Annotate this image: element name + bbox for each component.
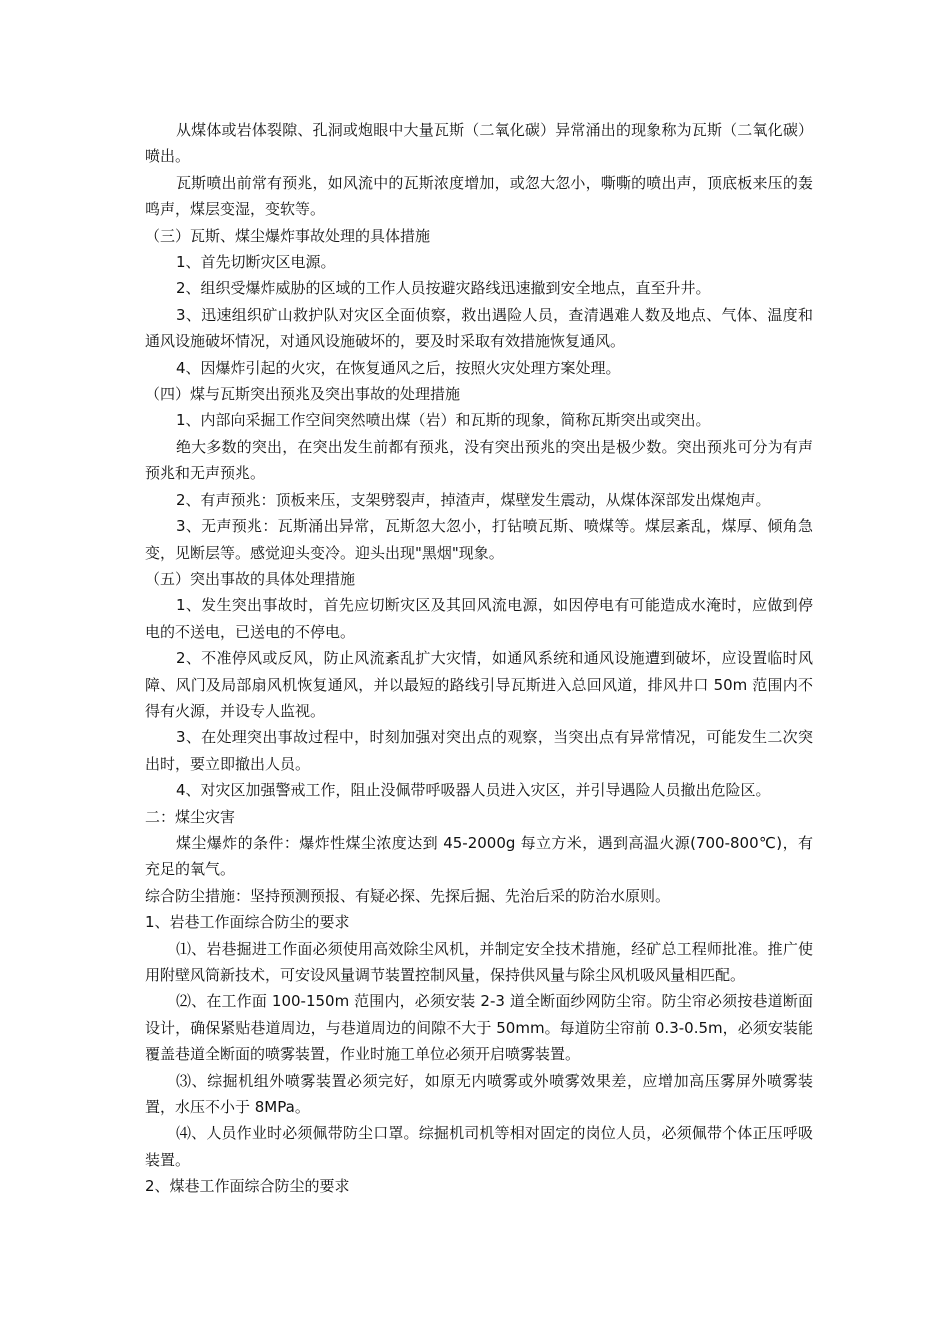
list-item: 2、有声预兆：顶板来压，支架劈裂声，掉渣声，煤壁发生震动，从煤体深部发出煤炮声。 <box>176 490 771 509</box>
list-item: ⑵、在工作面 100-150m 范围内，必须安装 2-3 道全断面纱网防尘帘。防尘帘必须按巷道断面设计，确保紧贴巷道周边，与巷道周边的间隙不大于 50mm。每道防尘帘前 0.3-0.5m，必须安装能覆盖巷道全断面的喷雾装置，作业时施工单位必须开启喷雾装置。 <box>145 992 813 1064</box>
paragraph: 煤尘爆炸的条件：爆炸性煤尘浓度达到 45-2000g 每立方米，遇到高温火源(700-800℃)，有充足的氧气。 <box>145 833 813 879</box>
list-item: 1、首先切断灾区电源。 <box>176 253 336 272</box>
list-item: 1、内部向采掘工作空间突然喷出煤（岩）和瓦斯的现象，简称瓦斯突出或突出。 <box>176 411 711 430</box>
list-item: 3、无声预兆：瓦斯涌出异常，瓦斯忽大忽小，打钻喷瓦斯、喷煤等。煤层紊乱，煤厚、倾角急变，见断层等。感觉迎头变冷。迎头出现"黑烟"现象。 <box>145 517 813 562</box>
list-item: ⑶、综掘机组外喷雾装置必须完好，如原无内喷雾或外喷雾效果差，应增加高压雾屏外喷雾装置，水压不小于 8MPa。 <box>145 1071 813 1117</box>
paragraph: 从煤体或岩体裂隙、孔洞或炮眼中大量瓦斯（二氧化碳）异常涌出的现象称为瓦斯（二氧化碳）喷出。 <box>145 121 813 166</box>
subsection-heading: 1、岩巷工作面综合防尘的要求 <box>145 913 350 932</box>
list-item: 2、不准停风或反风，防止风流紊乱扩大灾情，如通风系统和通风设施遭到破坏，应设置临时风障、风门及局部扇风机恢复通风，并以最短的路线引导瓦斯进入总回风道，排风井口 50m 范围内不得有火源，并设专人监视。 <box>145 649 813 720</box>
list-item: 2、组织受爆炸威胁的区域的工作人员按避灾路线迅速撤到安全地点，直至升井。 <box>176 279 711 298</box>
list-item: 3、迅速组织矿山救护队对灾区全面侦察，救出遇险人员，查清遇难人数及地点、气体、温度和通风设施破坏情况，对通风设施破坏的，要及时采取有效措施恢复通风。 <box>145 305 813 351</box>
section-heading: （五）突出事故的具体处理措施 <box>145 569 356 588</box>
paragraph: 绝大多数的突出，在突出发生前都有预兆，没有突出预兆的突出是极少数。突出预兆可分为有声预兆和无声预兆。 <box>145 437 813 483</box>
paragraph: 瓦斯喷出前常有预兆，如风流中的瓦斯浓度增加，或忽大忽小，嘶嘶的喷出声，顶底板来压的轰鸣声，煤层变湿，变软等。 <box>145 173 813 219</box>
section-heading: （三）瓦斯、煤尘爆炸事故处理的具体措施 <box>145 226 431 245</box>
list-item: 4、因爆炸引起的火灾，在恢复通风之后，按照火灾处理方案处理。 <box>176 358 621 377</box>
list-item: ⑴、岩巷掘进工作面必须使用高效除尘风机，并制定安全技术措施，经矿总工程师批准。推广使用附壁风筒新技术，可安设风量调节装置控制风量，保持供风量与除尘风机吸风量相匹配。 <box>145 939 813 984</box>
list-item: ⑷、人员作业时必须佩带防尘口罩。综掘机司机等相对固定的岗位人员，必须佩带个体正压呼吸装置。 <box>145 1124 813 1169</box>
section-heading: （四）煤与瓦斯突出预兆及突出事故的处理措施 <box>145 385 461 404</box>
subsection-heading: 2、煤巷工作面综合防尘的要求 <box>145 1177 350 1196</box>
list-item: 4、对灾区加强警戒工作，阻止没佩带呼吸器人员进入灾区，并引导遇险人员撤出危险区。 <box>176 781 771 800</box>
section-heading: 二：煤尘灾害 <box>145 807 236 826</box>
paragraph: 综合防尘措施：坚持预测预报、有疑必探、先探后掘、先治后采的防治水原则。 <box>145 886 671 905</box>
list-item: 3、在处理突出事故过程中，时刻加强对突出点的观察，当突出点有异常情况，可能发生二次突出时，要立即撤出人员。 <box>145 728 813 773</box>
list-item: 1、发生突出事故时，首先应切断灾区及其回风流电源，如因停电有可能造成水淹时，应做到停电的不送电，已送电的不停电。 <box>145 596 813 641</box>
document-body <box>145 117 813 1200</box>
